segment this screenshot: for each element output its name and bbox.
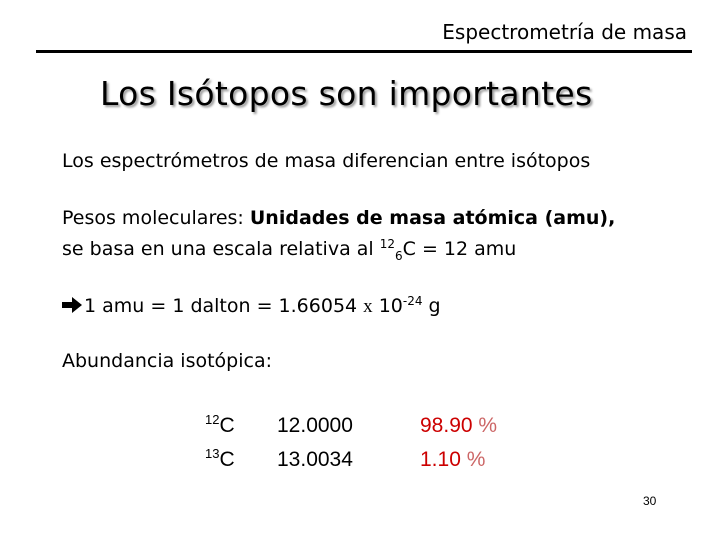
- power-exponent: -24: [402, 294, 423, 308]
- isotope-mass: 13.0034: [277, 448, 353, 471]
- header-rule: [36, 50, 692, 53]
- isotope-symbol: [205, 448, 245, 472]
- isotope-symbol: [205, 414, 245, 438]
- isotope-abundance: [420, 414, 497, 438]
- isotope-mass: 12.0000: [277, 414, 353, 437]
- header-title: Espectrometría de masa: [442, 20, 687, 44]
- abundance-unit: %: [460, 448, 486, 471]
- dalton-line: [62, 295, 441, 318]
- right-arrow-icon: [62, 296, 82, 312]
- molecular-weights-label: Pesos moleculares:: [62, 207, 250, 229]
- carbon-mass-number: 12: [379, 237, 395, 251]
- times-sign: x: [363, 296, 373, 317]
- abundance-unit: %: [472, 414, 498, 437]
- carbon-reference: C = 12 amu: [402, 238, 517, 260]
- abundance-value: 1.10: [420, 448, 461, 471]
- isotopic-abundance-label: Abundancia isotópica:: [62, 350, 273, 372]
- isotope-mass-number: 13: [205, 446, 220, 461]
- amu-definition: Unidades de masa atómica (amu),: [249, 207, 616, 229]
- isotope-abundance: [420, 448, 485, 472]
- isotope-mass-number: 12: [205, 412, 220, 427]
- intro-line: Los espectrómetros de masa diferencian entre isótopos: [62, 150, 591, 172]
- carbon-atomic-number: 6: [395, 249, 403, 263]
- abundance-value: 98.90: [420, 414, 473, 437]
- page-number: 30: [643, 494, 657, 508]
- molecular-weights-line: [62, 207, 615, 229]
- slide-title: Los Isótopos son importantes: [100, 74, 593, 113]
- relative-scale-line: [62, 237, 517, 263]
- dalton-equation: 1 amu = 1 dalton = 1.66054: [84, 295, 364, 317]
- mass-unit: g: [422, 295, 441, 317]
- relative-scale-text: se basa en una escala relativa al: [62, 238, 380, 260]
- isotope-element: C: [219, 448, 235, 471]
- isotope-element: C: [219, 414, 235, 437]
- power-base: 10: [372, 295, 403, 317]
